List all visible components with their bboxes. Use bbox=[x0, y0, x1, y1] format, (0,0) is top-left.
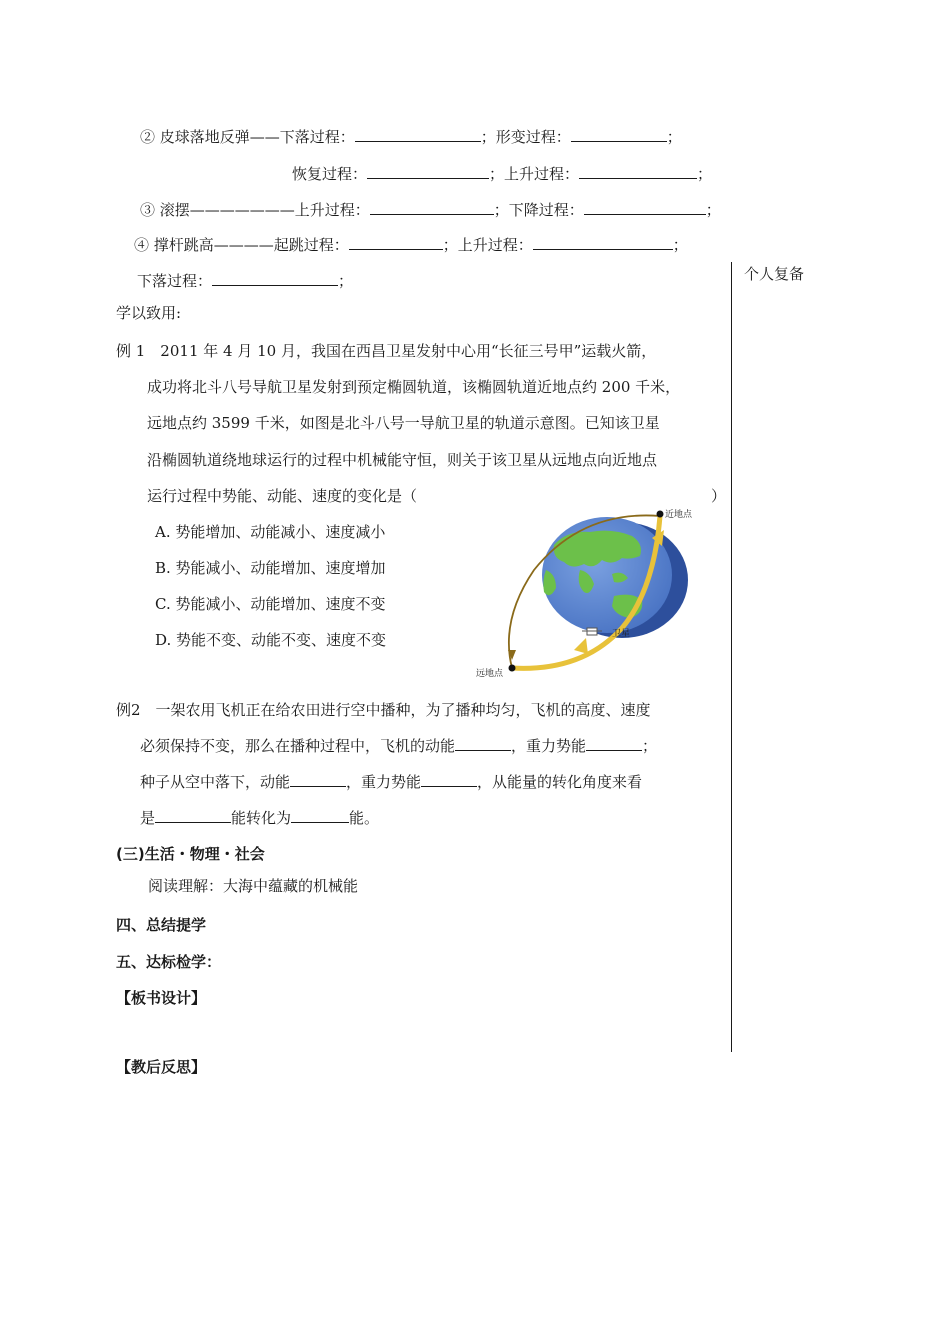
blank-vault-rise[interactable] bbox=[533, 235, 673, 250]
satellite-label: 卫星 bbox=[612, 629, 631, 639]
blank-energy-to[interactable] bbox=[291, 808, 349, 823]
option-c[interactable]: C. 势能减小、动能增加、速度不变 bbox=[155, 595, 386, 613]
example1-line5-close: ） bbox=[711, 487, 727, 505]
blank-seed-potential[interactable] bbox=[421, 772, 477, 787]
item-maxwell-wheel: ③ 滚摆———————上升过程： ；下降过程： ； bbox=[140, 201, 721, 219]
blank-plane-potential[interactable] bbox=[586, 736, 642, 751]
apogee-point bbox=[509, 665, 516, 672]
section4-title: 四、总结提学 bbox=[116, 916, 207, 934]
blank-plane-kinetic[interactable] bbox=[455, 736, 511, 751]
example2-line1: 例2 一架农用飞机正在给农田进行空中播种，为了播种均匀，飞机的高度、速度 bbox=[116, 701, 651, 719]
section-apply: 学以致用: bbox=[116, 304, 182, 322]
reading-item: 阅读理解：大海中蕴藏的机械能 bbox=[148, 877, 359, 895]
perigee-point bbox=[657, 511, 664, 518]
option-b[interactable]: B. 势能减小、动能增加、速度增加 bbox=[155, 559, 386, 577]
section5-title: 五、达标检学： bbox=[116, 953, 222, 971]
example2-line2: 必须保持不变，那么在播种过程中，飞机的动能 ，重力势能 ； bbox=[140, 737, 658, 755]
example1-line5: 运行过程中势能、动能、速度的变化是（ bbox=[147, 487, 418, 505]
blank-wheel-fall[interactable] bbox=[584, 200, 706, 215]
satellite-orbit-diagram bbox=[472, 500, 717, 685]
item-pole-vault: ④ 撑杆跳高————起跳过程： ；上升过程： ； bbox=[134, 236, 688, 254]
orbit-front-arrow bbox=[574, 638, 588, 654]
example2-line3: 种子从空中落下，动能 ，重力势能 ，从能量的转化角度来看 bbox=[140, 773, 643, 791]
option-d[interactable]: D. 势能不变、动能不变、速度不变 bbox=[155, 631, 387, 649]
example1-line4: 沿椭圆轨道绕地球运行的过程中机械能守恒，则关于该卫星从远地点向近地点 bbox=[147, 451, 658, 469]
blank-vault-fall[interactable] bbox=[212, 271, 338, 286]
item2-label: ② 皮球落地反弹——下落过程： bbox=[140, 128, 355, 146]
blank-seed-kinetic[interactable] bbox=[290, 772, 346, 787]
item-pole-vault-cont: 下落过程： ； bbox=[137, 272, 354, 290]
blank-ball-recover[interactable] bbox=[367, 164, 489, 179]
blank-energy-from[interactable] bbox=[155, 808, 231, 823]
blank-wheel-rise[interactable] bbox=[370, 200, 494, 215]
item-ball-bounce: ② 皮球落地反弹——下落过程： ；形变过程： ； bbox=[140, 128, 682, 146]
blank-ball-deform[interactable] bbox=[571, 127, 667, 142]
example2-line4: 是 能转化为 能。 bbox=[140, 809, 380, 827]
option-a[interactable]: A. 势能增加、动能减小、速度减小 bbox=[155, 523, 386, 541]
section3-title: (三)生活・物理・社会 bbox=[116, 845, 265, 863]
blank-ball-falling[interactable] bbox=[355, 127, 481, 142]
reflection-title: 【教后反思】 bbox=[116, 1058, 207, 1076]
perigee-label: 近地点 bbox=[665, 510, 693, 520]
blank-ball-rise[interactable] bbox=[579, 164, 697, 179]
board-design-title: 【板书设计】 bbox=[116, 989, 207, 1007]
side-note: 个人复备 bbox=[744, 265, 805, 283]
example1-line2: 成功将北斗八号导航卫星发射到预定椭圆轨道，该椭圆轨道近地点约 200 千米， bbox=[147, 378, 681, 396]
example1-line3: 远地点约 3599 千米，如图是北斗八号一导航卫星的轨道示意图。已知该卫星 bbox=[147, 414, 660, 432]
item-ball-bounce-cont: 恢复过程： ；上升过程： ； bbox=[292, 165, 713, 183]
apogee-label: 远地点 bbox=[476, 669, 504, 679]
margin-divider bbox=[731, 262, 732, 1052]
blank-vault-jump[interactable] bbox=[349, 235, 443, 250]
example1-line1: 例 1 2011 年 4 月 10 月，我国在西昌卫星发射中心用“长征三号甲”运载火箭， bbox=[116, 342, 657, 360]
